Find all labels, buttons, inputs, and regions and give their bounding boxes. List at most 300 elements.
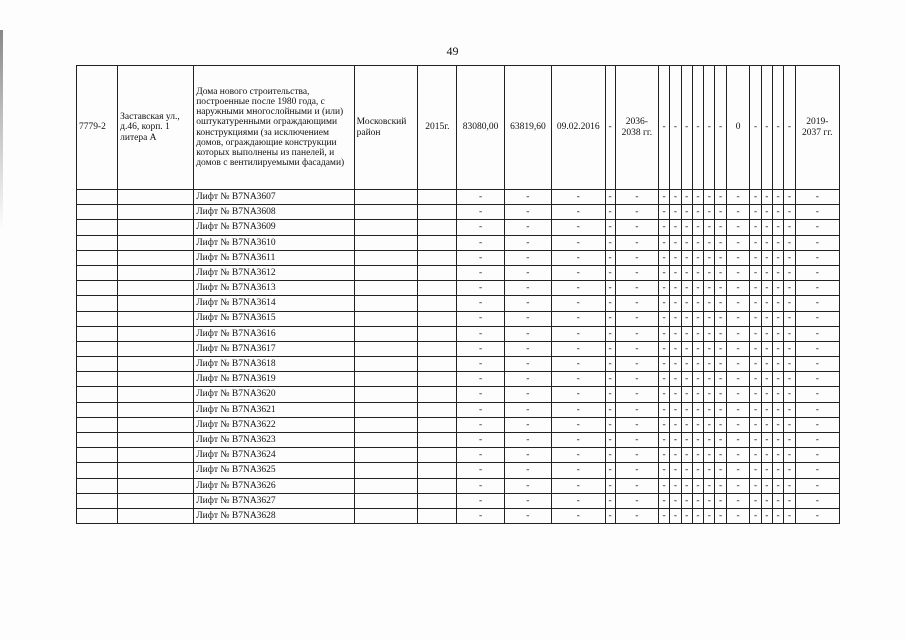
empty-cell <box>418 296 457 311</box>
dash-cell: - <box>704 372 715 387</box>
empty-cell <box>418 220 457 235</box>
empty-cell <box>77 326 118 341</box>
dash-cell: - <box>715 478 726 493</box>
empty-cell <box>118 357 194 372</box>
dash-cell: - <box>658 250 669 265</box>
dash-cell: - <box>704 433 715 448</box>
empty-cell <box>118 205 194 220</box>
lift-name: Лифт № B7NA3611 <box>194 250 354 265</box>
dash-cell: - <box>457 493 504 508</box>
empty-cell <box>354 250 418 265</box>
dash-cell: - <box>761 357 772 372</box>
empty-cell <box>354 311 418 326</box>
dash-cell: - <box>605 235 615 250</box>
dash-cell: - <box>784 265 795 280</box>
dash-cell: - <box>615 357 658 372</box>
dash-cell: - <box>704 478 715 493</box>
dash-cell: - <box>784 281 795 296</box>
dash-cell: - <box>715 372 726 387</box>
dash-cell: - <box>552 478 605 493</box>
dash-cell: - <box>605 311 615 326</box>
dash-cell: - <box>681 311 692 326</box>
dash-cell: - <box>795 281 839 296</box>
empty-cell <box>354 190 418 205</box>
dash-cell: - <box>692 448 703 463</box>
lift-name: Лифт № B7NA3626 <box>194 478 354 493</box>
dash-cell: - <box>681 478 692 493</box>
empty-cell <box>354 387 418 402</box>
lift-row <box>77 281 840 296</box>
dash-cell: - <box>784 402 795 417</box>
dash-cell: - <box>715 417 726 432</box>
dash-cell: - <box>761 402 772 417</box>
dash-cell: - <box>761 220 772 235</box>
dash-cell: - <box>670 341 681 356</box>
dash-cell: - <box>552 417 605 432</box>
work-cell: - <box>715 66 726 190</box>
dash-cell: - <box>457 205 504 220</box>
dash-cell: - <box>658 296 669 311</box>
dash-cell: - <box>795 433 839 448</box>
dash-cell: - <box>750 417 761 432</box>
housing-table <box>76 65 840 524</box>
dash-cell: - <box>670 281 681 296</box>
dash-cell: - <box>457 433 504 448</box>
dash-cell: - <box>761 508 772 523</box>
dash-cell: - <box>795 372 839 387</box>
empty-cell <box>418 326 457 341</box>
dash-cell: - <box>504 311 551 326</box>
dash-cell: - <box>658 341 669 356</box>
lift-row <box>77 205 840 220</box>
dash-cell: - <box>670 402 681 417</box>
dash-cell: - <box>692 341 703 356</box>
dash-cell: - <box>715 433 726 448</box>
dash-cell: - <box>704 265 715 280</box>
dash-cell: - <box>605 463 615 478</box>
dash-cell: - <box>615 205 658 220</box>
dash-cell: - <box>615 311 658 326</box>
dash-cell: - <box>605 448 615 463</box>
work-cell: - <box>692 66 703 190</box>
dash-cell: - <box>772 478 783 493</box>
empty-cell <box>354 220 418 235</box>
dash-cell: - <box>457 341 504 356</box>
dash-cell: - <box>504 357 551 372</box>
dash-cell: - <box>681 205 692 220</box>
dash-cell: - <box>615 296 658 311</box>
empty-cell <box>354 402 418 417</box>
work-cell: - <box>784 66 795 190</box>
dash-cell: - <box>658 448 669 463</box>
dash-cell: - <box>457 372 504 387</box>
dash-cell: - <box>552 250 605 265</box>
building-row <box>77 66 840 190</box>
dash-cell: - <box>504 281 551 296</box>
dash-cell: - <box>750 357 761 372</box>
lift-row <box>77 250 840 265</box>
dash-cell: - <box>670 235 681 250</box>
lift-name: Лифт № B7NA3615 <box>194 311 354 326</box>
dash-cell: - <box>457 265 504 280</box>
dash-cell: - <box>605 326 615 341</box>
empty-cell <box>77 235 118 250</box>
dash-cell: - <box>795 341 839 356</box>
dash-cell: - <box>692 265 703 280</box>
dash-cell: - <box>795 463 839 478</box>
dash-cell: - <box>692 326 703 341</box>
dash-cell: - <box>615 190 658 205</box>
lift-row <box>77 508 840 523</box>
dash-cell: - <box>772 357 783 372</box>
dash-cell: - <box>681 417 692 432</box>
dash-cell: - <box>750 205 761 220</box>
dash-cell: - <box>704 387 715 402</box>
dash-cell: - <box>615 235 658 250</box>
empty-cell <box>77 448 118 463</box>
empty-cell <box>77 508 118 523</box>
dash-cell: - <box>504 235 551 250</box>
dash-cell: - <box>457 326 504 341</box>
dash-cell: - <box>552 508 605 523</box>
dash-cell: - <box>772 296 783 311</box>
lift-row <box>77 265 840 280</box>
dash-cell: - <box>681 387 692 402</box>
dash-cell: - <box>784 205 795 220</box>
dash-cell: - <box>795 311 839 326</box>
dash-cell: - <box>761 296 772 311</box>
dash-cell: - <box>504 372 551 387</box>
dash-cell: - <box>726 296 750 311</box>
empty-cell <box>118 296 194 311</box>
dash-cell: - <box>692 387 703 402</box>
dash-cell: - <box>615 478 658 493</box>
empty-cell <box>118 463 194 478</box>
empty-cell <box>418 417 457 432</box>
dash-cell: - <box>658 235 669 250</box>
dash-cell: - <box>605 508 615 523</box>
empty-cell <box>354 341 418 356</box>
dash-cell: - <box>658 478 669 493</box>
dash-cell: - <box>504 326 551 341</box>
dash-cell: - <box>704 311 715 326</box>
dash-cell: - <box>726 235 750 250</box>
dash-cell: - <box>726 402 750 417</box>
dash-cell: - <box>715 508 726 523</box>
dash-cell: - <box>784 493 795 508</box>
dash-cell: - <box>704 341 715 356</box>
dash-cell: - <box>692 250 703 265</box>
dash-cell: - <box>750 387 761 402</box>
lift-row <box>77 448 840 463</box>
empty-cell <box>354 357 418 372</box>
dash-cell: - <box>552 235 605 250</box>
empty-cell <box>354 372 418 387</box>
dash-cell: - <box>615 463 658 478</box>
dash-cell: - <box>504 433 551 448</box>
dash-cell: - <box>772 220 783 235</box>
dash-cell: - <box>750 326 761 341</box>
empty-cell <box>418 372 457 387</box>
empty-cell <box>354 463 418 478</box>
empty-cell <box>418 205 457 220</box>
empty-cell <box>118 478 194 493</box>
dash-cell: - <box>750 220 761 235</box>
dash-cell: - <box>670 357 681 372</box>
dash-cell: - <box>552 372 605 387</box>
lift-row <box>77 478 840 493</box>
lift-name: Лифт № B7NA3628 <box>194 508 354 523</box>
dash-cell: - <box>552 463 605 478</box>
dash-cell: - <box>692 463 703 478</box>
lift-name: Лифт № B7NA3621 <box>194 402 354 417</box>
dash-cell: - <box>795 402 839 417</box>
empty-cell <box>77 387 118 402</box>
empty-cell <box>77 433 118 448</box>
dash-cell: - <box>715 205 726 220</box>
dash-cell: - <box>552 493 605 508</box>
dash-cell: - <box>715 281 726 296</box>
dash-cell: - <box>726 448 750 463</box>
dash-cell: - <box>772 402 783 417</box>
dash-cell: - <box>704 493 715 508</box>
dash-cell: - <box>670 478 681 493</box>
lift-name: Лифт № B7NA3625 <box>194 463 354 478</box>
dash-cell: - <box>670 326 681 341</box>
empty-cell <box>354 235 418 250</box>
dash-cell: - <box>681 250 692 265</box>
dash-cell: - <box>750 190 761 205</box>
dash-cell: - <box>504 250 551 265</box>
dash-cell: - <box>750 478 761 493</box>
work-cell: - <box>670 66 681 190</box>
dash-cell: - <box>457 357 504 372</box>
dash-cell: - <box>504 493 551 508</box>
dash-cell: - <box>658 190 669 205</box>
dash-cell: - <box>715 326 726 341</box>
empty-cell <box>354 281 418 296</box>
empty-cell <box>418 311 457 326</box>
dash-cell: - <box>715 265 726 280</box>
dash-cell: - <box>772 448 783 463</box>
dash-cell: - <box>615 326 658 341</box>
dash-cell: - <box>715 341 726 356</box>
dash-cell: - <box>605 190 615 205</box>
dash-cell: - <box>772 235 783 250</box>
dash-cell: - <box>726 463 750 478</box>
lift-row <box>77 417 840 432</box>
lift-row <box>77 326 840 341</box>
dash-cell: - <box>795 220 839 235</box>
dash-cell: - <box>750 372 761 387</box>
dash-cell: - <box>605 296 615 311</box>
dash-cell: - <box>681 341 692 356</box>
empty-cell <box>118 235 194 250</box>
dash-cell: - <box>552 296 605 311</box>
dash-cell: - <box>457 281 504 296</box>
dash-cell: - <box>605 387 615 402</box>
dash-cell: - <box>615 448 658 463</box>
dash-cell: - <box>670 372 681 387</box>
dash-cell: - <box>504 190 551 205</box>
dash-cell: - <box>761 205 772 220</box>
dash-cell: - <box>552 387 605 402</box>
dash-cell: - <box>726 417 750 432</box>
dash-cell: - <box>457 448 504 463</box>
dash-cell: - <box>658 220 669 235</box>
dash-cell: - <box>750 281 761 296</box>
empty-cell <box>77 205 118 220</box>
dash-cell: - <box>761 478 772 493</box>
dash-cell: - <box>704 220 715 235</box>
dash-cell: - <box>704 326 715 341</box>
dash-cell: - <box>552 265 605 280</box>
empty-cell <box>418 493 457 508</box>
dash-cell: - <box>772 508 783 523</box>
dash-cell: - <box>504 508 551 523</box>
dash-cell: - <box>726 387 750 402</box>
dash-cell: - <box>761 433 772 448</box>
dash-cell: - <box>772 281 783 296</box>
empty-cell <box>77 250 118 265</box>
dash-cell: - <box>795 478 839 493</box>
dash-cell: - <box>795 448 839 463</box>
empty-cell <box>418 281 457 296</box>
dash-cell: - <box>726 250 750 265</box>
dash-cell: - <box>552 448 605 463</box>
lift-name: Лифт № B7NA3623 <box>194 433 354 448</box>
date-cell: 09.02.2016 <box>552 66 605 190</box>
lift-name: Лифт № B7NA3627 <box>194 493 354 508</box>
empty-cell <box>118 190 194 205</box>
empty-cell <box>418 402 457 417</box>
dash-cell: - <box>704 448 715 463</box>
dash-cell: - <box>457 387 504 402</box>
dash-cell: - <box>692 296 703 311</box>
dash-cell: - <box>761 281 772 296</box>
lift-name: Лифт № B7NA3619 <box>194 372 354 387</box>
lift-row <box>77 372 840 387</box>
work-cell: - <box>750 66 761 190</box>
empty-cell <box>77 296 118 311</box>
empty-cell <box>418 265 457 280</box>
dash-cell: - <box>552 357 605 372</box>
dash-cell: - <box>681 508 692 523</box>
dash-cell: - <box>681 463 692 478</box>
empty-cell <box>354 417 418 432</box>
lift-row <box>77 463 840 478</box>
dash-cell: - <box>795 326 839 341</box>
dash-cell: - <box>658 326 669 341</box>
dash-cell: - <box>670 508 681 523</box>
scan-margin-mark <box>0 30 3 230</box>
dash-cell: - <box>615 508 658 523</box>
dash-cell: - <box>704 205 715 220</box>
empty-cell <box>354 205 418 220</box>
dash-cell: - <box>681 281 692 296</box>
dash-cell: - <box>457 463 504 478</box>
dash-cell: - <box>504 478 551 493</box>
page-number: 49 <box>446 44 459 58</box>
dash-cell: - <box>784 190 795 205</box>
dash-cell: - <box>772 387 783 402</box>
dash-cell: - <box>784 372 795 387</box>
dash-cell: - <box>715 190 726 205</box>
dash-cell: - <box>552 205 605 220</box>
dash-cell: - <box>658 357 669 372</box>
dash-cell: - <box>692 508 703 523</box>
dash-cell: - <box>615 402 658 417</box>
dash-cell: - <box>726 508 750 523</box>
lift-row <box>77 296 840 311</box>
dash-cell: - <box>605 205 615 220</box>
empty-cell <box>118 448 194 463</box>
lift-name: Лифт № B7NA3609 <box>194 220 354 235</box>
dash-cell: - <box>457 508 504 523</box>
dash-cell: - <box>605 357 615 372</box>
dash-cell: - <box>457 220 504 235</box>
dash-cell: - <box>615 387 658 402</box>
dash-cell: - <box>615 417 658 432</box>
dash-cell: - <box>726 357 750 372</box>
empty-cell <box>118 265 194 280</box>
dash-cell: - <box>457 250 504 265</box>
dash-cell: - <box>795 387 839 402</box>
dash-cell: - <box>552 311 605 326</box>
dash-cell: - <box>670 448 681 463</box>
empty-cell <box>418 508 457 523</box>
dash-cell: - <box>750 296 761 311</box>
dash-cell: - <box>750 493 761 508</box>
dash-cell: - <box>772 265 783 280</box>
empty-cell <box>118 402 194 417</box>
empty-cell <box>418 341 457 356</box>
dash-cell: - <box>772 417 783 432</box>
dash-cell: - <box>750 235 761 250</box>
empty-cell <box>118 508 194 523</box>
dash-cell: - <box>784 296 795 311</box>
dash-cell: - <box>615 265 658 280</box>
empty-cell <box>77 357 118 372</box>
dash-cell: - <box>761 326 772 341</box>
dash-cell: - <box>504 341 551 356</box>
dash-cell: - <box>552 402 605 417</box>
dash-cell: - <box>681 448 692 463</box>
dash-cell: - <box>715 220 726 235</box>
dash-cell: - <box>658 402 669 417</box>
dash-cell: - <box>504 387 551 402</box>
dash-cell: - <box>795 205 839 220</box>
dash-cell: - <box>704 250 715 265</box>
dash-cell: - <box>605 372 615 387</box>
work-cell: 0 <box>726 66 750 190</box>
empty-cell <box>118 250 194 265</box>
dash-cell: - <box>681 402 692 417</box>
dash-cell: - <box>761 372 772 387</box>
dash-cell: - <box>715 235 726 250</box>
dash-cell: - <box>504 448 551 463</box>
lift-name: Лифт № B7NA3616 <box>194 326 354 341</box>
empty-cell <box>354 448 418 463</box>
lift-name: Лифт № B7NA3613 <box>194 281 354 296</box>
empty-cell <box>418 463 457 478</box>
lift-row <box>77 357 840 372</box>
empty-cell <box>418 190 457 205</box>
dash-cell: - <box>670 296 681 311</box>
work-period-cell: 2036-2038 гг. <box>615 66 658 190</box>
empty-cell <box>354 433 418 448</box>
dash-cell: - <box>704 281 715 296</box>
